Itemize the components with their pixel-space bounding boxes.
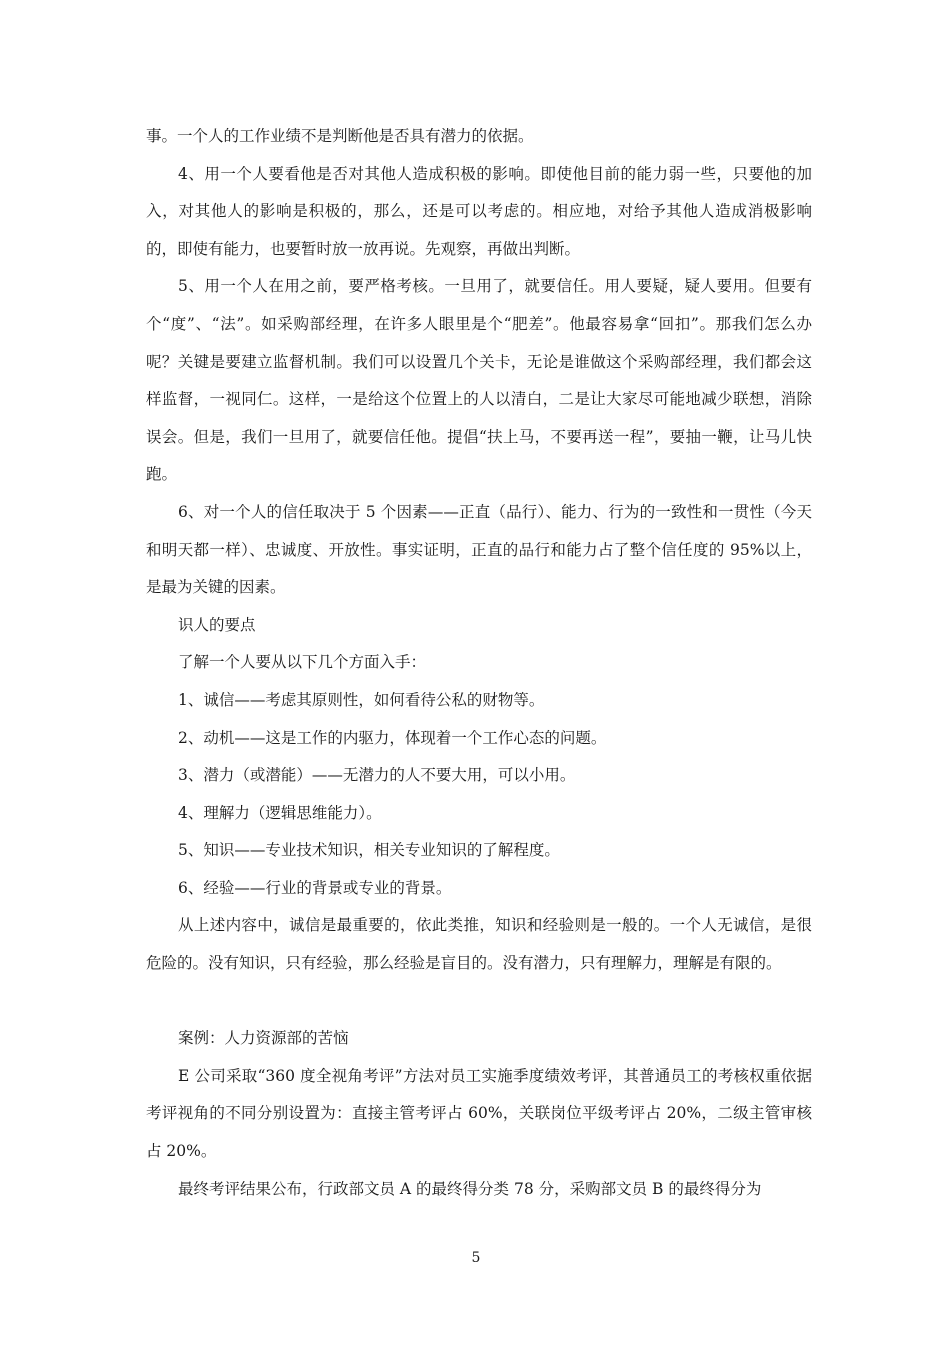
paragraph-intro: 了解一个人要从以下几个方面入手： (178, 653, 427, 672)
paragraph-point-5: 5、用一个人在用之前，要严格考核。一旦用了，就要信任。用人要疑，疑人要用。但要有个“度”、“法”。如采购部经理，在许多人眼里是个“肥差”。他最容易拿“回扣”。那我们怎么办呢？关键是要建立监督机制。我们可以设置几个关卡，无论是谁做这个采购部经理，我们都会这样监督，一视同仁。这样，一是给这个位置上的人以清白，二是让大家尽可能地减少联想，消除误会。但是，我们一旦用了，就要信任他。提倡“扶上马，不要再送一程”，要抽一鞭，让马儿快跑。 (146, 277, 812, 484)
paragraph-point-6: 6、对一个人的信任取决于 5 个因素——正直（品行）、能力、行为的一致性和一贯性（今天和明天都一样）、忠诚度、开放性。事实证明，正直的品行和能力占了整个信任度的 95%以上，是最为关键的因素。 (146, 502, 812, 597)
paragraph-case-result: 最终考评结果公布，行政部文员 A 的最终得分类 78 分，采购部文员 B 的最终得分为 (178, 1179, 762, 1198)
list-item: 4、理解力（逻辑思维能力）。 (178, 803, 382, 822)
case-heading: 案例：人力资源部的苦恼 (178, 1029, 349, 1048)
list-item: 2、动机——这是工作的内驱力，体现着一个工作心态的问题。 (178, 728, 607, 747)
paragraph-case-description: E 公司采取“360 度全视角考评”方法对员工实施季度绩效考评，其普通员工的考核权重依据考评视角的不同分别设置为：直接主管考评占 60%，关联岗位平级考评占 20%，二级主管审核占 20%。 (146, 1066, 812, 1161)
list-item: 3、潜力（或潜能）——无潜力的人不要大用，可以小用。 (178, 766, 576, 785)
body-text (146, 118, 812, 1208)
paragraph-point-4: 4、用一个人要看他是否对其他人造成积极的影响。即使他目前的能力弱一些，只要他的加入，对其他人的影响是积极的，那么，还是可以考虑的。相应地，对给予其他人造成消极影响的，即使有能力，也要暂时放一放再说。先观察，再做出判断。 (146, 164, 812, 258)
page-number: 5 (471, 1250, 481, 1266)
paragraph-continuation: 事。一个人的工作业绩不是判断他是否具有潜力的依据。 (146, 127, 534, 145)
list-item: 1、诚信——考虑其原则性，如何看待公私的财物等。 (178, 690, 545, 709)
paragraph-summary: 从上述内容中，诚信是最重要的，依此类推，知识和经验则是一般的。一个人无诚信，是很危险的。没有知识，只有经验，那么经验是盲目的。没有潜力，只有理解力，理解是有限的。 (146, 916, 812, 973)
section-heading: 识人的要点 (178, 615, 256, 634)
list-item: 5、知识——专业技术知识，相关专业知识的了解程度。 (178, 841, 560, 860)
blank-line (146, 983, 812, 1021)
list-item: 6、经验——行业的背景或专业的背景。 (178, 878, 452, 897)
